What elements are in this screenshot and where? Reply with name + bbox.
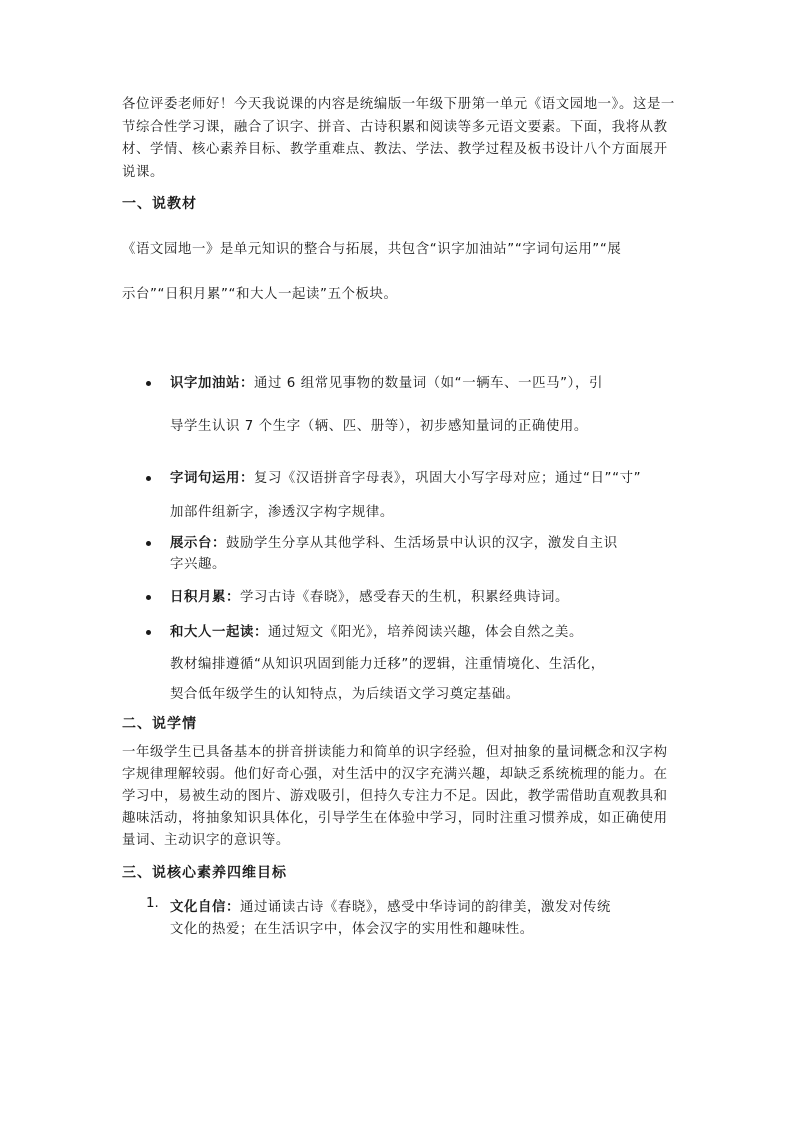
item-text: 鼓励学生分享从其他学科、生活场景中认识的汉字，激发自主识 — [225, 536, 618, 551]
bullet-dot — [146, 630, 151, 635]
textbook-closing-line: 教材编排遵循“从知识巩固到能力迁移”的逻辑，注重情境化、生活化， — [170, 657, 605, 672]
item-term: 文化自信： — [170, 900, 240, 915]
item-text: 通过短文《阳光》，培养阅读兴趣，体会自然之美。 — [267, 625, 584, 640]
item-text: 通过 6 组常见事物的数量词（如“一辆车、一匹马”），引 — [253, 376, 603, 391]
bullet-dot — [146, 476, 151, 481]
item-term: 展示台： — [170, 536, 226, 551]
textbook-para-line: 示台”“日积月累”“和大人一起读”五个板块。 — [122, 287, 398, 302]
item-text-cont: 导学生认识 7 个生字（辆、匹、册等），初步感知量词的正确使用。 — [170, 419, 588, 434]
list-item — [170, 621, 583, 640]
list-item — [170, 467, 641, 486]
item-term: 字词句运用： — [170, 471, 254, 486]
bullet-dot — [146, 595, 151, 600]
item-text: 学习古诗《春晓》，感受春天的生机，积累经典诗词。 — [239, 590, 570, 605]
item-text-cont: 文化的热爱；在生活识字中，体会汉字的实用性和趣味性。 — [170, 922, 534, 937]
list-item — [170, 372, 603, 391]
list-number: 1. — [146, 896, 159, 911]
bullet-dot — [146, 381, 151, 386]
textbook-para-line: 《语文园地一》是单元知识的整合与拓展，共包含“识字加油站”“字词句运用”“展 — [122, 242, 622, 257]
section-heading-goals: 三、说核心素养四维目标 — [122, 865, 287, 881]
intro-paragraph: 各位评委老师好！今天我说课的内容是统编版一年级下册第一单元《语文园地一》。这是一节综合性学习课，融合了识字、拼音、古诗积累和阅读等多元语文要素。下面，我将从教材、学情、核心素养目标、教学重难点、教法、学法、教学过程及板书设计八个方面展开说课。 — [122, 97, 675, 180]
bullet-dot — [146, 541, 151, 546]
item-term: 日积月累： — [170, 590, 240, 605]
section-heading-learners: 二、说学情 — [122, 716, 197, 732]
section-heading-textbook: 一、说教材 — [122, 196, 197, 212]
textbook-closing-line: 契合低年级学生的认知特点，为后续语文学习奠定基础。 — [170, 687, 520, 702]
item-text: 通过诵读古诗《春晓》，感受中华诗词的韵律美，激发对传统 — [239, 900, 611, 915]
item-text: 复习《汉语拼音字母表》，巩固大小写字母对应；通过“日”“寸” — [253, 471, 642, 486]
item-term: 和大人一起读： — [170, 625, 268, 640]
item-term: 识字加油站： — [170, 376, 254, 391]
learners-paragraph: 一年级学生已具备基本的拼音拼读能力和简单的识字经验，但对抽象的量词概念和汉字构字规律理解较弱。他们好奇心强，对生活中的汉字充满兴趣，却缺乏系统梳理的能力。在学习中，易被生动的图片、游戏吸引，但持久专注力不足。因此，教学需借助直观教具和趣味活动，将抽象知识具体化，引导学生在体验中学习，同时注重习惯养成，如正确使用量词、主动识字的意识等。 — [122, 745, 668, 848]
list-item — [170, 532, 618, 551]
item-text-cont: 加部件组新字，渗透汉字构字规律。 — [170, 505, 394, 520]
item-text-cont: 字兴趣。 — [170, 557, 226, 572]
list-item — [170, 896, 611, 915]
list-item — [170, 586, 569, 605]
